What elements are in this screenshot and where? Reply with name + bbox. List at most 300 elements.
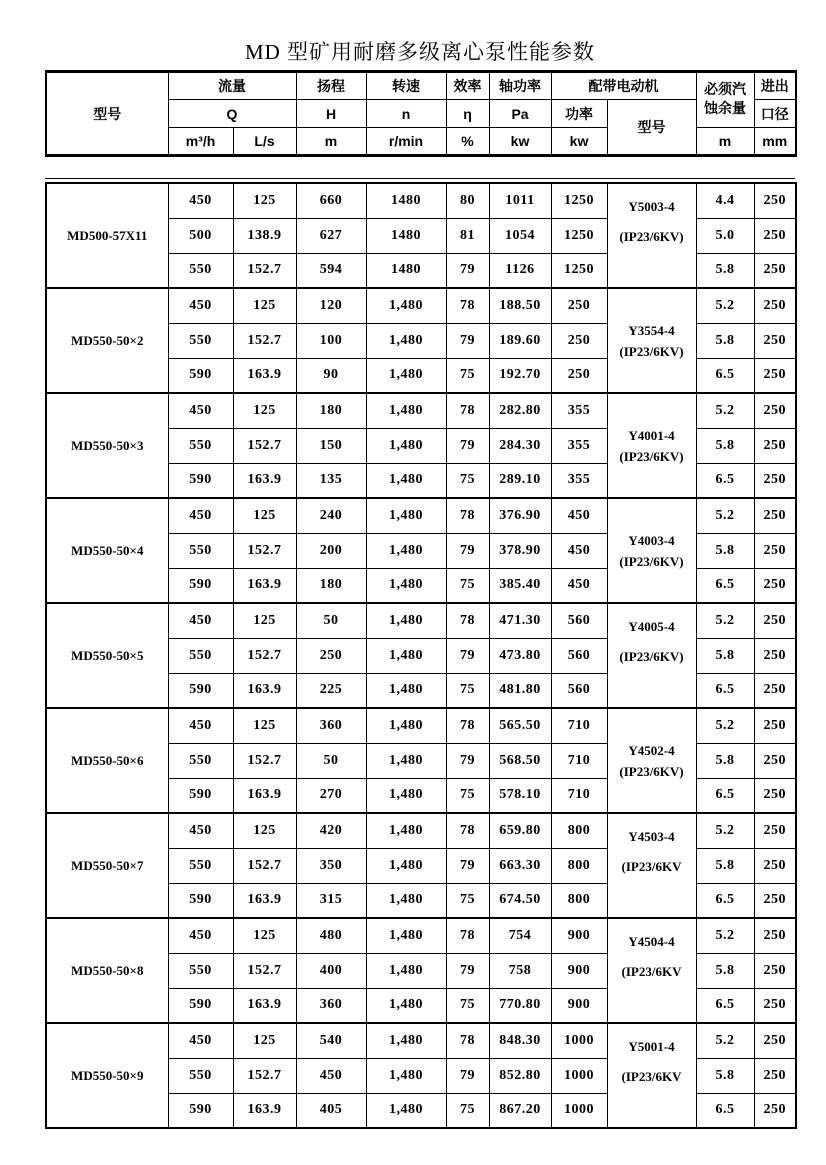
header-row-1	[46, 72, 796, 100]
cell-npsh: 5.2	[696, 288, 754, 323]
cell-npsh: 5.2	[696, 1023, 754, 1058]
flow-symbol: Q	[168, 100, 296, 128]
cell-power: 900	[551, 918, 607, 953]
cell-power: 710	[551, 743, 607, 778]
cell-pa: 1126	[489, 253, 551, 288]
cell-ls: 125	[233, 498, 296, 533]
cell-power: 900	[551, 953, 607, 988]
col-header-motor: 配带电动机	[551, 72, 696, 100]
cell-eff: 75	[446, 358, 489, 393]
cell-power: 450	[551, 568, 607, 603]
cell-dia: 250	[754, 708, 796, 743]
cell-dia: 250	[754, 813, 796, 848]
body-table-top-rule	[45, 178, 795, 179]
cell-eff: 75	[446, 568, 489, 603]
cell-m3h: 590	[168, 988, 233, 1023]
cell-pa: 852.80	[489, 1058, 551, 1093]
table-row	[46, 813, 796, 848]
cell-npsh: 6.5	[696, 568, 754, 603]
cell-pa: 758	[489, 953, 551, 988]
cell-eff: 79	[446, 533, 489, 568]
cell-npsh: 5.8	[696, 638, 754, 673]
cell-speed: 1480	[366, 183, 446, 218]
cell-ls: 152.7	[233, 953, 296, 988]
cell-speed: 1,480	[366, 848, 446, 883]
cell-pa: 1054	[489, 218, 551, 253]
cell-pa: 481.80	[489, 673, 551, 708]
performance-table	[45, 182, 797, 1129]
cell-ls: 163.9	[233, 778, 296, 813]
motor-model-text: Y4502-4	[628, 742, 675, 758]
cell-eff: 79	[446, 428, 489, 463]
cell-m3h: 550	[168, 1058, 233, 1093]
cell-dia: 250	[754, 533, 796, 568]
cell-pa: 289.10	[489, 463, 551, 498]
cell-eff: 78	[446, 288, 489, 323]
page-title: MD 型矿用耐磨多级离心泵性能参数	[244, 40, 596, 64]
cell-ls: 163.9	[233, 358, 296, 393]
cell-power: 450	[551, 498, 607, 533]
cell-eff: 79	[446, 638, 489, 673]
cell-m3h: 590	[168, 358, 233, 393]
motor-protection-text: (IP23/6KV	[621, 1069, 682, 1084]
cell-speed: 1,480	[366, 1093, 446, 1128]
cell-head: 420	[296, 813, 366, 848]
cell-dia: 250	[754, 743, 796, 778]
cell-power: 710	[551, 708, 607, 743]
table-row	[46, 183, 796, 218]
cell-power: 250	[551, 288, 607, 323]
cell-npsh: 5.8	[696, 533, 754, 568]
cell-npsh: 5.2	[696, 393, 754, 428]
cell-ls: 138.9	[233, 218, 296, 253]
cell-ls: 152.7	[233, 253, 296, 288]
performance-table-body	[46, 183, 796, 1128]
col-header-flow: 流量	[168, 72, 296, 100]
col-header-npsh	[696, 72, 754, 128]
cell-eff: 81	[446, 218, 489, 253]
cell-dia: 250	[754, 568, 796, 603]
cell-ls: 163.9	[233, 1093, 296, 1128]
cell-m3h: 550	[168, 533, 233, 568]
cell-head: 360	[296, 708, 366, 743]
cell-power: 560	[551, 603, 607, 638]
motor-model-cell	[607, 918, 696, 1023]
cell-eff: 78	[446, 813, 489, 848]
cell-head: 100	[296, 323, 366, 358]
cell-npsh: 5.8	[696, 848, 754, 883]
cell-m3h: 550	[168, 253, 233, 288]
motor-power-unit: kw	[551, 128, 607, 156]
cell-dia: 250	[754, 1023, 796, 1058]
cell-pa: 473.80	[489, 638, 551, 673]
cell-m3h: 450	[168, 813, 233, 848]
cell-head: 400	[296, 953, 366, 988]
motor-power-label: 功率	[551, 100, 607, 128]
pump-model-cell: MD550-50×7	[46, 813, 168, 918]
cell-eff: 75	[446, 883, 489, 918]
cell-npsh: 5.8	[696, 1058, 754, 1093]
col-header-diameter-line1: 进出	[754, 72, 796, 100]
cell-dia: 250	[754, 358, 796, 393]
cell-npsh: 4.4	[696, 183, 754, 218]
cell-m3h: 550	[168, 953, 233, 988]
shaft-power-symbol: Pa	[489, 100, 551, 128]
cell-m3h: 550	[168, 848, 233, 883]
speed-symbol: n	[366, 100, 446, 128]
cell-speed: 1,480	[366, 953, 446, 988]
cell-ls: 163.9	[233, 673, 296, 708]
cell-head: 360	[296, 988, 366, 1023]
col-header-diameter-line2: 口径	[754, 100, 796, 128]
cell-head: 90	[296, 358, 366, 393]
cell-power: 355	[551, 428, 607, 463]
motor-protection-text: (IP23/6KV	[621, 859, 682, 874]
cell-power: 1000	[551, 1093, 607, 1128]
cell-eff: 78	[446, 918, 489, 953]
cell-m3h: 450	[168, 918, 233, 953]
cell-eff: 79	[446, 1058, 489, 1093]
motor-protection-text: (IP23/6KV)	[619, 343, 684, 359]
motor-model-cell	[607, 813, 696, 918]
cell-pa: 192.70	[489, 358, 551, 393]
cell-dia: 250	[754, 778, 796, 813]
cell-pa: 770.80	[489, 988, 551, 1023]
cell-dia: 250	[754, 463, 796, 498]
col-header-head: 扬程	[296, 72, 366, 100]
cell-eff: 79	[446, 323, 489, 358]
motor-model-cell	[607, 288, 696, 393]
cell-npsh: 6.5	[696, 463, 754, 498]
cell-head: 180	[296, 568, 366, 603]
motor-model-text: Y4503-4	[628, 829, 675, 844]
cell-ls: 163.9	[233, 988, 296, 1023]
cell-ls: 125	[233, 288, 296, 323]
cell-head: 180	[296, 393, 366, 428]
cell-npsh: 5.0	[696, 218, 754, 253]
pump-model-cell: MD550-50×3	[46, 393, 168, 498]
cell-eff: 78	[446, 603, 489, 638]
cell-pa: 848.30	[489, 1023, 551, 1058]
cell-head: 270	[296, 778, 366, 813]
pump-model-cell: MD550-50×8	[46, 918, 168, 1023]
motor-protection-text: (IP23/6KV)	[619, 553, 684, 569]
motor-protection-text: (IP23/6KV)	[619, 763, 684, 779]
col-header-pump-model: 型号	[46, 72, 168, 156]
cell-m3h: 450	[168, 183, 233, 218]
cell-pa: 674.50	[489, 883, 551, 918]
table-row	[46, 1023, 796, 1058]
cell-eff: 80	[446, 183, 489, 218]
cell-eff: 75	[446, 988, 489, 1023]
cell-eff: 79	[446, 848, 489, 883]
pump-model-cell: MD500-57X11	[46, 183, 168, 288]
cell-dia: 250	[754, 183, 796, 218]
cell-npsh: 6.5	[696, 883, 754, 918]
cell-pa: 659.80	[489, 813, 551, 848]
cell-dia: 250	[754, 498, 796, 533]
cell-dia: 250	[754, 673, 796, 708]
cell-m3h: 550	[168, 428, 233, 463]
col-header-efficiency: 效率	[446, 72, 489, 100]
cell-speed: 1,480	[366, 778, 446, 813]
cell-pa: 754	[489, 918, 551, 953]
cell-ls: 152.7	[233, 848, 296, 883]
cell-eff: 78	[446, 498, 489, 533]
head-symbol: H	[296, 100, 366, 128]
cell-npsh: 5.8	[696, 953, 754, 988]
cell-m3h: 450	[168, 288, 233, 323]
cell-m3h: 590	[168, 1093, 233, 1128]
cell-head: 50	[296, 743, 366, 778]
cell-head: 200	[296, 533, 366, 568]
cell-speed: 1,480	[366, 813, 446, 848]
header-table	[45, 70, 797, 157]
cell-head: 627	[296, 218, 366, 253]
motor-model-cell	[607, 1023, 696, 1128]
cell-ls: 125	[233, 708, 296, 743]
table-row	[46, 708, 796, 743]
motor-model-cell	[607, 393, 696, 498]
motor-model-text: Y4001-4	[628, 427, 675, 443]
table-row	[46, 393, 796, 428]
motor-model-text: Y4504-4	[628, 934, 675, 949]
cell-power: 1250	[551, 183, 607, 218]
cell-dia: 250	[754, 288, 796, 323]
cell-dia: 250	[754, 323, 796, 358]
cell-m3h: 550	[168, 743, 233, 778]
cell-pa: 663.30	[489, 848, 551, 883]
cell-head: 660	[296, 183, 366, 218]
cell-power: 1000	[551, 1023, 607, 1058]
cell-eff: 75	[446, 1093, 489, 1128]
cell-eff: 75	[446, 778, 489, 813]
speed-unit: r/min	[366, 128, 446, 156]
cell-dia: 250	[754, 428, 796, 463]
cell-m3h: 450	[168, 1023, 233, 1058]
cell-pa: 568.50	[489, 743, 551, 778]
motor-protection-text: (IP23/6KV)	[619, 448, 684, 464]
cell-npsh: 6.5	[696, 673, 754, 708]
cell-head: 405	[296, 1093, 366, 1128]
cell-pa: 282.80	[489, 393, 551, 428]
cell-dia: 250	[754, 953, 796, 988]
cell-m3h: 590	[168, 883, 233, 918]
cell-ls: 163.9	[233, 568, 296, 603]
cell-dia: 250	[754, 253, 796, 288]
motor-model-text: Y3554-4	[628, 322, 675, 338]
cell-pa: 189.60	[489, 323, 551, 358]
cell-m3h: 590	[168, 463, 233, 498]
efficiency-symbol: η	[446, 100, 489, 128]
cell-head: 150	[296, 428, 366, 463]
table-row	[46, 918, 796, 953]
cell-head: 450	[296, 1058, 366, 1093]
cell-speed: 1,480	[366, 708, 446, 743]
table-row	[46, 288, 796, 323]
cell-speed: 1,480	[366, 638, 446, 673]
cell-speed: 1,480	[366, 988, 446, 1023]
cell-speed: 1,480	[366, 428, 446, 463]
cell-m3h: 450	[168, 708, 233, 743]
motor-protection-text: (IP23/6KV)	[619, 229, 684, 244]
cell-speed: 1,480	[366, 883, 446, 918]
cell-power: 1250	[551, 253, 607, 288]
motor-model-text: Y5001-4	[628, 1039, 675, 1054]
cell-speed: 1,480	[366, 673, 446, 708]
cell-power: 710	[551, 778, 607, 813]
cell-ls: 163.9	[233, 463, 296, 498]
motor-model-cell	[607, 498, 696, 603]
flow-unit-ls: L/s	[233, 128, 296, 156]
cell-ls: 125	[233, 183, 296, 218]
cell-power: 250	[551, 323, 607, 358]
cell-speed: 1,480	[366, 463, 446, 498]
npsh-label-line2: 蚀余量	[704, 102, 746, 117]
cell-ls: 125	[233, 603, 296, 638]
cell-speed: 1,480	[366, 743, 446, 778]
cell-npsh: 5.2	[696, 918, 754, 953]
cell-eff: 75	[446, 463, 489, 498]
cell-pa: 188.50	[489, 288, 551, 323]
motor-protection-text: (IP23/6KV)	[619, 649, 684, 664]
cell-eff: 78	[446, 393, 489, 428]
cell-head: 480	[296, 918, 366, 953]
cell-ls: 125	[233, 918, 296, 953]
cell-speed: 1,480	[366, 498, 446, 533]
cell-power: 900	[551, 988, 607, 1023]
cell-pa: 565.50	[489, 708, 551, 743]
cell-ls: 152.7	[233, 533, 296, 568]
cell-power: 1250	[551, 218, 607, 253]
motor-model-cell	[607, 708, 696, 813]
cell-eff: 79	[446, 953, 489, 988]
cell-speed: 1,480	[366, 533, 446, 568]
col-header-speed: 转速	[366, 72, 446, 100]
cell-ls: 163.9	[233, 883, 296, 918]
cell-speed: 1,480	[366, 568, 446, 603]
shaft-power-unit: kw	[489, 128, 551, 156]
cell-npsh: 5.8	[696, 323, 754, 358]
cell-ls: 125	[233, 813, 296, 848]
cell-npsh: 6.5	[696, 778, 754, 813]
cell-npsh: 5.2	[696, 603, 754, 638]
npsh-label-line1: 必须汽	[704, 83, 746, 98]
motor-model-cell	[607, 183, 696, 288]
cell-pa: 471.30	[489, 603, 551, 638]
cell-ls: 152.7	[233, 638, 296, 673]
cell-m3h: 550	[168, 323, 233, 358]
npsh-unit: m	[696, 128, 754, 156]
cell-head: 240	[296, 498, 366, 533]
cell-dia: 250	[754, 603, 796, 638]
cell-power: 355	[551, 393, 607, 428]
cell-pa: 385.40	[489, 568, 551, 603]
cell-pa: 867.20	[489, 1093, 551, 1128]
cell-ls: 152.7	[233, 743, 296, 778]
cell-pa: 378.90	[489, 533, 551, 568]
cell-npsh: 5.8	[696, 743, 754, 778]
cell-eff: 78	[446, 1023, 489, 1058]
cell-npsh: 5.2	[696, 498, 754, 533]
head-unit: m	[296, 128, 366, 156]
cell-npsh: 5.2	[696, 813, 754, 848]
motor-model-text: Y4005-4	[628, 619, 675, 634]
flow-unit-m3h: m³/h	[168, 128, 233, 156]
cell-speed: 1,480	[366, 603, 446, 638]
motor-model-cell	[607, 603, 696, 708]
cell-head: 250	[296, 638, 366, 673]
cell-ls: 152.7	[233, 428, 296, 463]
cell-pa: 284.30	[489, 428, 551, 463]
cell-dia: 250	[754, 883, 796, 918]
cell-eff: 75	[446, 673, 489, 708]
cell-power: 250	[551, 358, 607, 393]
cell-npsh: 6.5	[696, 988, 754, 1023]
cell-speed: 1,480	[366, 1023, 446, 1058]
pump-model-cell: MD550-50×6	[46, 708, 168, 813]
cell-speed: 1,480	[366, 393, 446, 428]
cell-npsh: 6.5	[696, 1093, 754, 1128]
cell-npsh: 5.8	[696, 428, 754, 463]
cell-eff: 78	[446, 708, 489, 743]
cell-pa: 1011	[489, 183, 551, 218]
cell-dia: 250	[754, 848, 796, 883]
cell-ls: 152.7	[233, 323, 296, 358]
efficiency-unit: %	[446, 128, 489, 156]
diameter-unit: mm	[754, 128, 796, 156]
cell-power: 1000	[551, 1058, 607, 1093]
cell-speed: 1,480	[366, 323, 446, 358]
cell-head: 540	[296, 1023, 366, 1058]
cell-npsh: 6.5	[696, 358, 754, 393]
cell-m3h: 500	[168, 218, 233, 253]
cell-npsh: 5.8	[696, 253, 754, 288]
cell-speed: 1,480	[366, 918, 446, 953]
cell-head: 594	[296, 253, 366, 288]
cell-speed: 1,480	[366, 358, 446, 393]
cell-eff: 79	[446, 743, 489, 778]
cell-speed: 1,480	[366, 1058, 446, 1093]
cell-power: 560	[551, 638, 607, 673]
cell-speed: 1480	[366, 253, 446, 288]
cell-head: 50	[296, 603, 366, 638]
cell-pa: 578.10	[489, 778, 551, 813]
col-header-shaft-power: 轴功率	[489, 72, 551, 100]
cell-dia: 250	[754, 1058, 796, 1093]
cell-m3h: 550	[168, 638, 233, 673]
cell-head: 315	[296, 883, 366, 918]
cell-head: 135	[296, 463, 366, 498]
cell-dia: 250	[754, 1093, 796, 1128]
cell-dia: 250	[754, 393, 796, 428]
cell-power: 560	[551, 673, 607, 708]
cell-npsh: 5.2	[696, 708, 754, 743]
cell-m3h: 590	[168, 778, 233, 813]
cell-power: 800	[551, 848, 607, 883]
motor-model-text: Y5003-4	[628, 199, 675, 214]
cell-pa: 376.90	[489, 498, 551, 533]
cell-ls: 125	[233, 1023, 296, 1058]
cell-power: 450	[551, 533, 607, 568]
pump-model-cell: MD550-50×5	[46, 603, 168, 708]
cell-ls: 125	[233, 393, 296, 428]
table-row	[46, 603, 796, 638]
cell-m3h: 450	[168, 498, 233, 533]
table-row	[46, 498, 796, 533]
cell-speed: 1,480	[366, 288, 446, 323]
cell-dia: 250	[754, 988, 796, 1023]
